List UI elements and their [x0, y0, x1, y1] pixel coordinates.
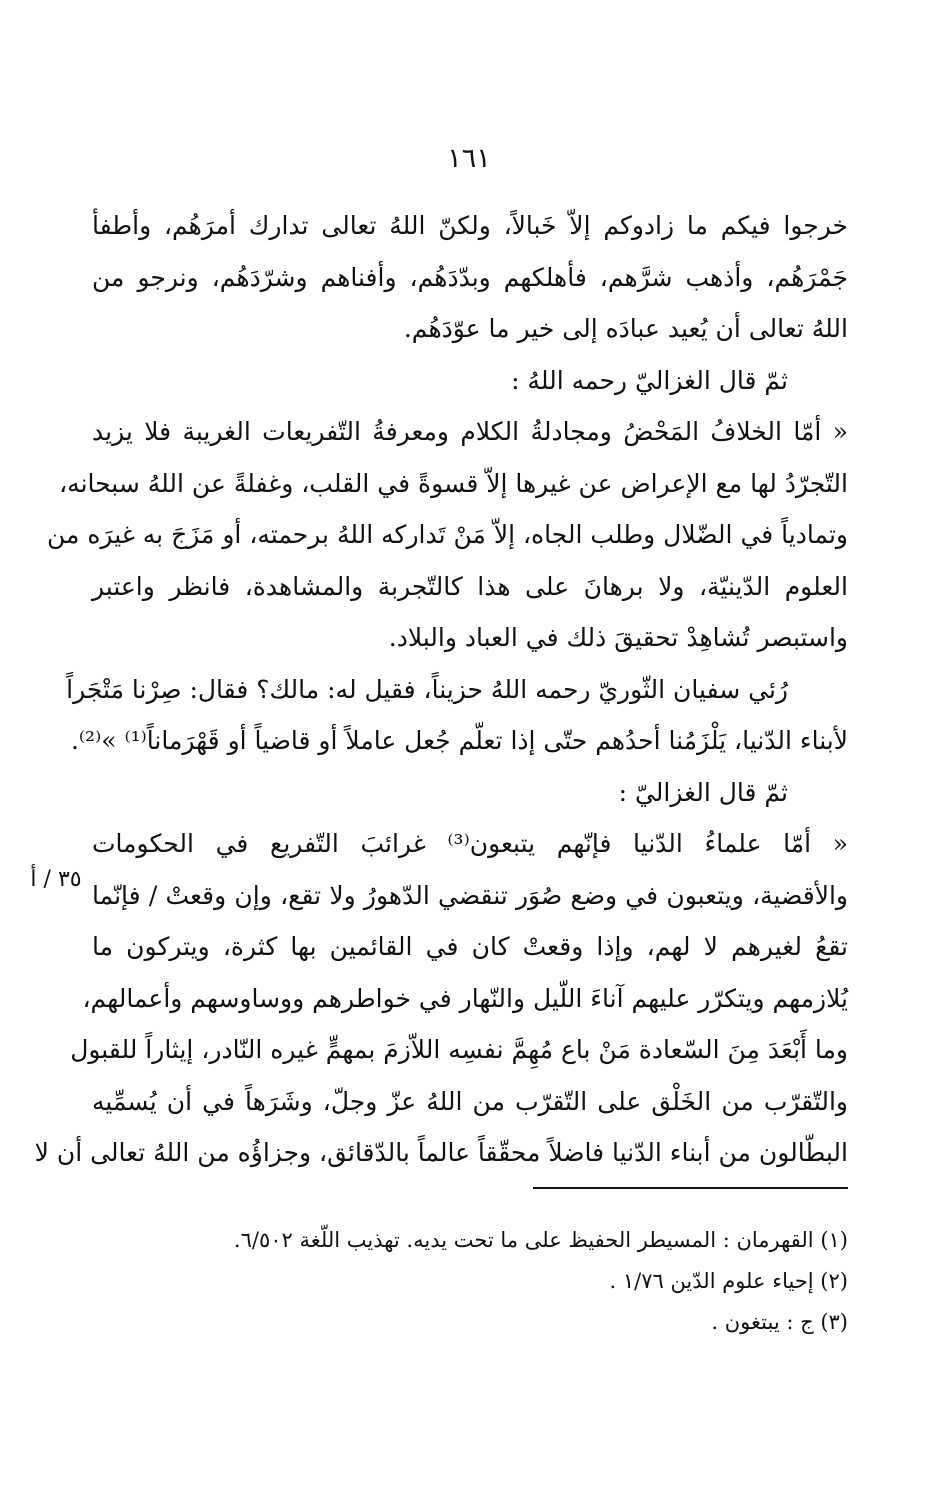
text-line: البطّالون من أبناء الدّنيا فاضلاً محقّقاً عالماً بالدّقائق، وجزاؤُه من اللهُ تعالى أن لا: [34, 1138, 848, 1167]
text-line: « أمّا الخلافُ المَحْضُ ومجادلةُ الكلام ومعرفةُ التّفريعات الغريبة فلا يزيد: [92, 417, 848, 446]
text-line: واستبصر تُشاهِدْ تحقيقَ ذلك في العباد والبلاد.: [388, 623, 848, 652]
text-line: خرجوا فيكم ما زادوكم إلاّ خَبالاً، ولكنّ اللهُ تعالى تدارك أمرَهُم، وأطفأ: [92, 211, 848, 240]
text-line: والأقضية، ويتعبون في وضع صُوَر تنقضي الدّهورُ ولا تقع، وإن وقعتْ / فإنّما: [92, 880, 848, 910]
manuscript-folio-note: ٣٥ / أ: [30, 867, 82, 892]
text-line: اللهُ تعالى أن يُعيد عبادَه إلى خير ما عوّدَهُم.: [403, 314, 848, 343]
footnote: (٢) إحياء علوم الدّين ١/٧٦ .: [609, 1269, 848, 1293]
footnote: (١) القهرمان : المسيطر الحفيظ على ما تحت يديه. تهذيب اللّغة ٦/٥٠٢.: [233, 1228, 848, 1252]
text-line: « أمّا علماءُ الدّنيا فإنّهم يتبعون⁽³⁾ غرائبَ التّفريع في الحكومات: [92, 829, 849, 858]
text-line: ثمّ قال الغزاليّ :: [618, 777, 788, 807]
text-line: رُئي سفيان الثّوريّ رحمه اللهُ حزيناً، فقيل له: مالك؟ فقال: صِرْنا مَتْجَراً: [66, 674, 788, 704]
text-line: تقعُ لغيرهم لا لهم، وإذا وقعتْ كان في القائمين بها كثرة، ويتركون ما: [92, 932, 848, 961]
text-line: ثمّ قال الغزاليّ رحمه اللهُ :: [511, 365, 788, 395]
text-line: لأبناء الدّنيا، يَلْزَمُنا أحدُهم حتّى إذا تعلّم جُعل عاملاً أو قاضياً أو قَهْرَماناً⁽¹⁾ »⁽²⁾.: [70, 726, 848, 755]
footnote: (٣) ج : يبتغون .: [711, 1310, 848, 1334]
text-line: وما أَبْعَدَ مِنَ السّعادة مَنْ باع مُهِمَّ نفسِه اللاّزمَ بمهمٍّ غيره النّادر، إيثاراً للقبول: [70, 1035, 848, 1064]
text-line: العلوم الدّينيّة، ولا برهانَ على هذا كالتّجربة والمشاهدة، فانظر واعتبر: [92, 571, 848, 601]
page-number: ١٦١: [447, 143, 491, 174]
text-line: وتمادياً في الضّلال وطلب الجاه، إلاّ مَنْ تَداركه اللهُ برحمته، أو مَزَجَ به غيرَه من: [46, 520, 848, 549]
text-line: جَمْرَهُم، وأذهب شرَّهم، فأهلكهم وبدّدَهُم، وأفناهم وشرّدَهُم، ونرجو من: [92, 262, 848, 292]
text-line: والتّقرّب من الخَلْق على التّقرّب من اللهُ عزّ وجلّ، وشَرَهاً في أن يُسمِّيه: [92, 1086, 848, 1116]
text-line: التّجرّدُ لها مع الإعراض عن غيرها إلاّ قسوةً في القلب، وغفلةً عن اللهُ سبحانه،: [59, 468, 848, 498]
text-line: يُلازمهم ويتكرّر عليهم آناءَ اللّيل والنّهار في خواطرهم ووساوسهم وأعمالهم،: [82, 983, 848, 1013]
footnote-divider: [533, 1187, 848, 1189]
footnotes-block: [92, 1220, 848, 1343]
